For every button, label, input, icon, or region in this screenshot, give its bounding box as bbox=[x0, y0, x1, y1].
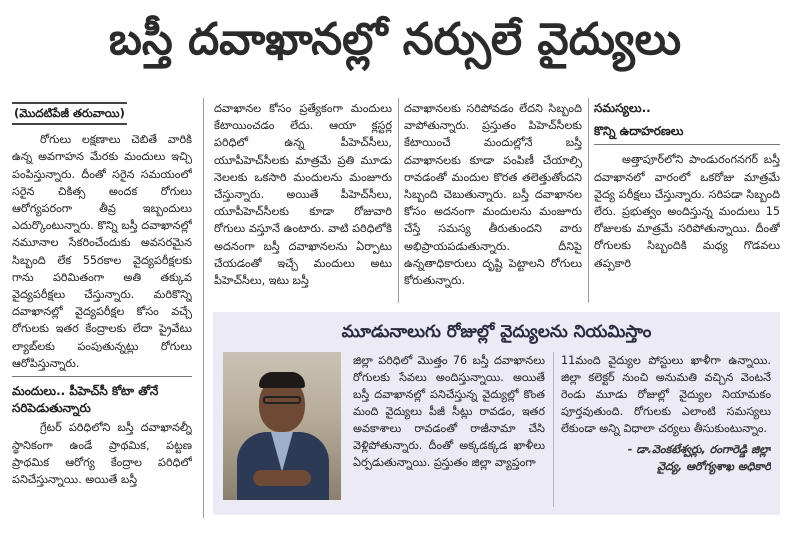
col4-subheading-1: సమస్యలు.. bbox=[594, 101, 651, 115]
box-column-left bbox=[353, 352, 545, 510]
column-divider-2 bbox=[398, 98, 399, 303]
col4-paragraph-1: అత్తాపూర్‌లోని పాండురంగనగర్ బస్తీ దవాఖానలో వారంలో ఒకరోజు మాత్రమే వైద్య పరీక్షలు చేస్తున్నారు. సరిపడా సిబ్బంది లేరు. ప్రభుత్వం అందిస్తున్న మందులు 15 రోజులకు మాత్రమే సరిపోతున్నాయి. దీంతో రోగులకు సిబ్బందికి మధ్య గొడవలు తప్పకారి bbox=[594, 153, 780, 270]
col1-paragraph-1: రోగులు లక్షణాలు చెబితే వారికి ఉన్న అవగాహన మేరకు మందులు ఇచ్చి పంపిస్తున్నారు. దీంతో సరైన సమయంలో సరైన చికిత్స అందక రోగులు ఆరోగ్యపరంగా తీవ్ర ఇబ్బందులు ఎదుర్కొంటున్నారు. కొన్ని బస్తీ దవాఖానల్లో నమూనాల సేకరించేందుకు అవసరమైన సిబ్బంది లేక 55రకాల వైద్యపరీక్షలకు గాను పరిమితంగా అతి తక్కువ వైద్యపరీక్షలు చేస్తున్నారు. మరికొన్ని దవాఖానల్లో వైద్యపరీక్షల కోసం వచ్చే రోగులకు ఇతర కేంద్రాలకు లేదా ప్రైవేటు ల్యాబ్‌లకు పంపుతున్నట్లు రోగులు ఆరోపిస్తున్నారు. bbox=[12, 133, 192, 370]
continued-tag: (మొదటిపేజీ తరువాయి) bbox=[12, 102, 127, 125]
box-column-right bbox=[561, 352, 771, 510]
box-divider bbox=[553, 352, 554, 507]
column-divider-1 bbox=[203, 98, 204, 518]
column-4 bbox=[594, 100, 780, 305]
column-divider-3 bbox=[588, 98, 589, 303]
col2-paragraph-1: దవాఖానల కోసం ప్రత్యేకంగా మందులు కేటాయించడం లేదు. ఆయా క్లస్టర్ల పరిధిలో ఉన్న పీహెచ్‌సీలు, యూపీహెచ్‌సీలకు మాత్రమే ప్రతి మూడు నెలలకు ఒకసారి మందులను మంజూరు చేస్తున్నారు. అయితే పీహెచ్‌సీలు, యూపీహెచ్‌సీలకు కూడా రోజువారి రోగులు వస్తూనే ఉంటారు. వాటి పరిధిలోకి అదనంగా బస్తీ దవాఖానలను ఏర్పాటు చేయడంతో ఇచ్చే మందులు అటు పీహెచ్‌సీలు, ఇటు బస్తీ bbox=[214, 102, 392, 288]
column-3 bbox=[404, 100, 582, 305]
box-right-paragraph: 11మంది వైద్యుల పోస్టులు ఖాళీగా ఉన్నాయి. జిల్లా కలెక్టర్ నుంచి అనుమతి వచ్చిన వెంటనే రెండు మూడు రోజుల్లో వైద్యుల నియామకం పూర్తవుతుంది. రోగులకు ఎలాంటి సమస్యలు లేకుండా అన్ని విధాలా చర్యలు తీసుకుంటున్నాం. bbox=[561, 354, 771, 435]
col1-rule bbox=[12, 376, 192, 377]
col3-paragraph-1: దవాఖానలకు సరిపోవడం లేదని సిబ్బంది వాపోతున్నారు. ప్రస్తుతం పిహెచ్‌సీలకు కేటాయించే మందుల్లోనే బస్తీ దవాఖానలకు కూడా పంపిణీ చేయాల్సి రావడంతో మందుల కొరత తలెత్తుతోందని సిబ్బంది చెబుతున్నారు. బస్తీ దవాఖానల కోసం అదనంగా మందులను మంజూరు చేస్తే సమస్య తీరుతుందని వారు అభిప్రాయపడుతున్నారు. దీనిపై ఉన్నతాధికారులు దృష్టి పెట్టాలని రోగులు కోరుతున్నారు. bbox=[404, 102, 582, 288]
signature-title: వైద్య, ఆరోగ్యశాఖ అధికారి bbox=[657, 460, 771, 473]
box-left-paragraph: జిల్లా పరిధిలో మొత్తం 76 బస్తీ దవాఖానలు రోగులకు సేవలు అందిస్తున్నాయి. అయితే బస్తీ దవాఖానల్లో పనిచేస్తున్న వైద్యుల్లో కొంత మంది వైద్యులు పీజీ సీట్లు రావడం, ఇతర అవకాశాలు రావడంతో రాజీనామా చేసి వెళ్లిపోతున్నారు. దీంతో అక్కడక్కడ ఖాళీలు ఏర్పడుతున్నాయి. ప్రస్తుతం జిల్లా వ్యాప్తంగా bbox=[353, 354, 545, 469]
photo-hair bbox=[259, 372, 305, 388]
adjacent-column-edge bbox=[790, 96, 800, 516]
photo-hands bbox=[253, 470, 311, 486]
highlight-box bbox=[213, 312, 780, 515]
official-photo bbox=[223, 352, 341, 500]
col4-rule bbox=[594, 144, 780, 145]
col4-subheading-2: కొన్ని ఉదాహరణలు bbox=[594, 124, 684, 139]
photo-glasses bbox=[263, 396, 301, 404]
signature-name: - డా.వెంకటేశ్వర్లు, రంగారెడ్డి జిల్లా bbox=[627, 443, 771, 456]
box-title: మూడునాలుగు రోజుల్లో వైద్యులను నియమిస్తాం bbox=[341, 322, 652, 342]
headline: బస్తీ దవాఖానల్లో నర్సులే వైద్యులు bbox=[108, 14, 682, 65]
column-2 bbox=[214, 100, 392, 305]
col1-subheading: మందులు.. పీహెచ్‌సీ కోటా తోనే సరిపెడుతున్నారు bbox=[12, 384, 159, 416]
col1-paragraph-2: గ్రేటర్ పరిధిలోని బస్తీ దవాఖానల్నీ స్థానికంగా ఉండే ప్రాథమిక, పట్టణ ప్రాథమిక ఆరోగ్య కేంద్రాల పరిధిలో పనిచేస్తున్నాయి. అయితే బస్తీ bbox=[12, 421, 192, 487]
column-1 bbox=[12, 100, 192, 530]
